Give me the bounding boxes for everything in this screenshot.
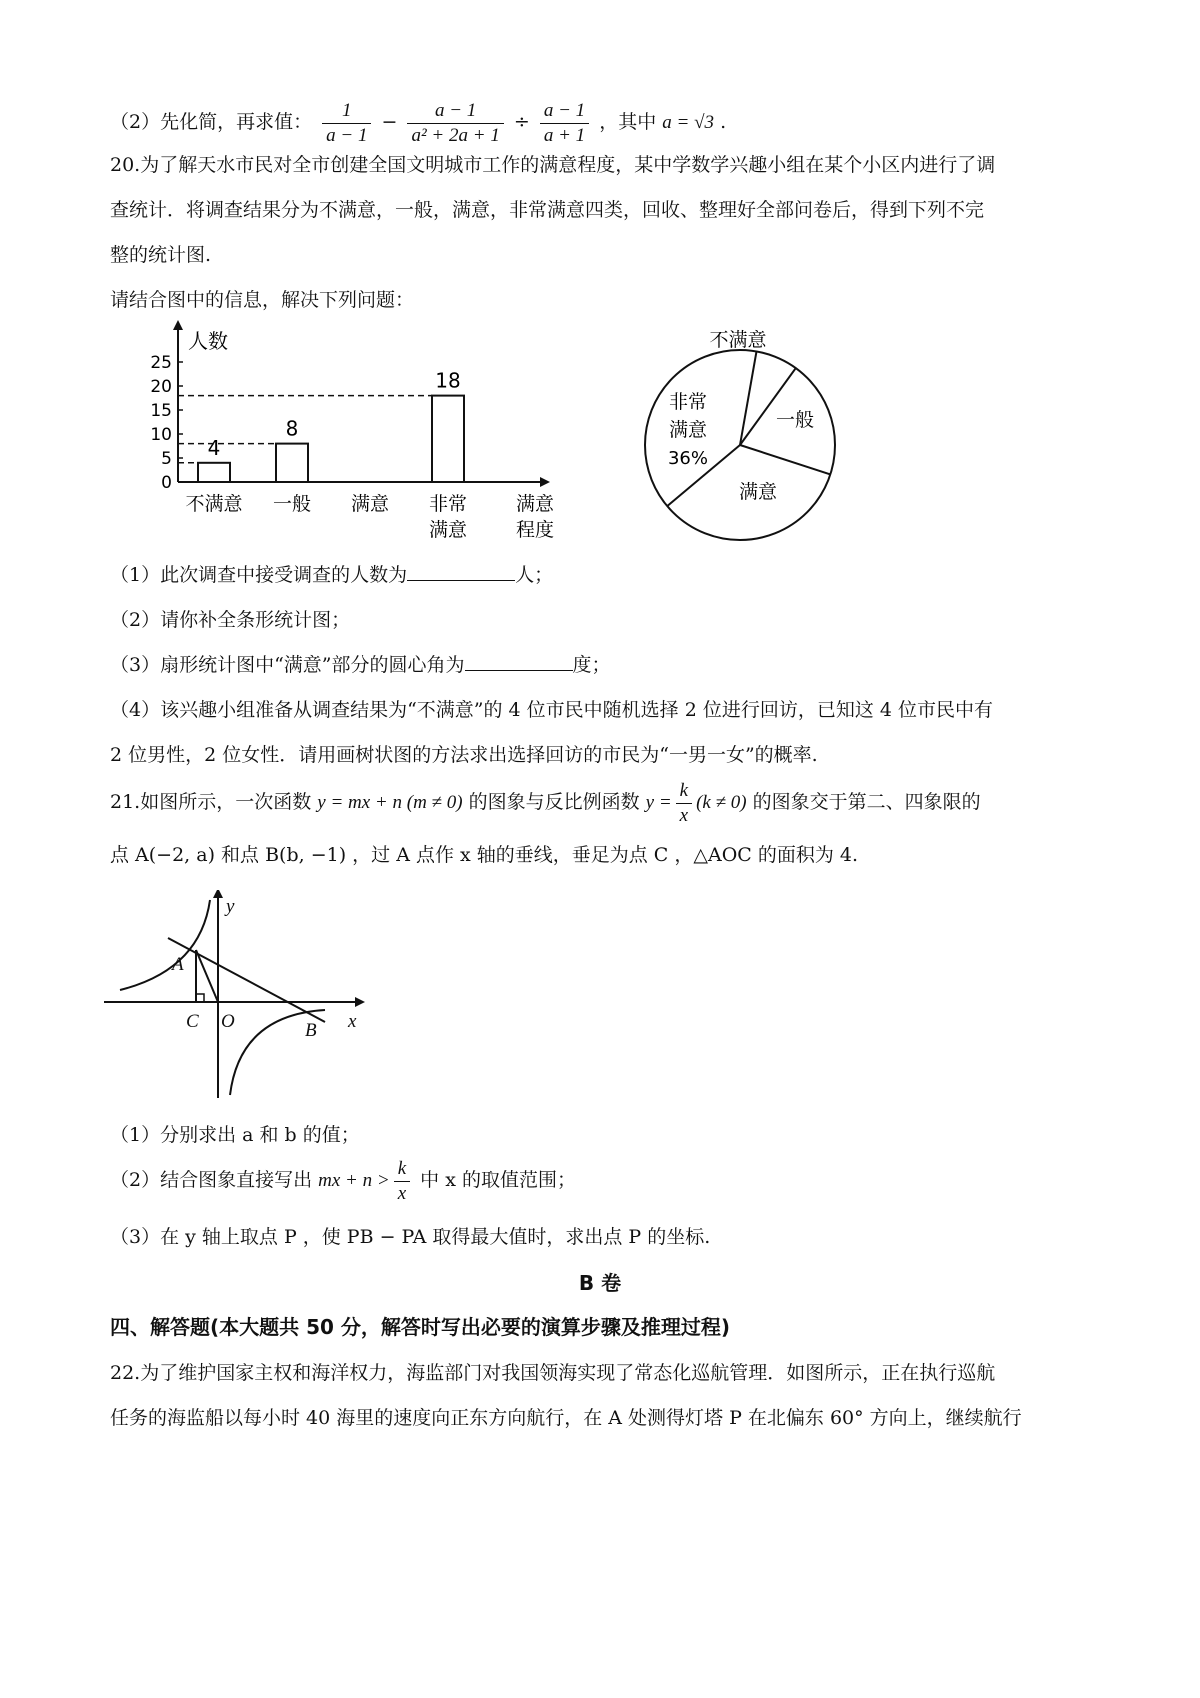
k-over-x-2: $\frac{k}{x}$ [394,1157,410,1206]
x-arrow-icon [355,997,365,1007]
q20-p1: （1）此次调查中接受调查的人数为 人； [110,564,554,586]
answer-blank-1[interactable] [407,562,515,581]
q20-line2: 查统计．将调查结果分为不满意，一般，满意，非常满意四类，回收、整理好全部问卷后，得到下列不完 [110,199,985,221]
bar-chart [130,320,610,560]
section-b-heading: 四、解答题(本大题共 50 分，解答时写出必要的演算步骤及推理过程) [110,1315,731,1339]
label-o: O [221,1011,235,1032]
bar-y-axis-label: 人数 [188,329,228,353]
k-over-x: $\frac{k}{x}$ [676,779,692,828]
bar-x-arrow-icon [540,477,550,487]
q21-p3: （3）在 y 轴上取点 P ，使 PB − PA 取得最大值时，求出点 P 的坐标. [110,1226,711,1248]
bar-data-label: 8 [285,416,299,441]
q22-line2: 任务的海监船以每小时 40 海里的速度向正东方向航行，在 A 处测得灯塔 P 在北偏东 60° 方向上，继续航行 [110,1407,1022,1429]
where-text: ，其中 [599,111,657,133]
q20-line1: 20.为了解天水市民对全市创建全国文明城市工作的满意程度，某中学数学兴趣小组在某个小区内进行了调 [110,154,996,176]
label-x: x [348,1011,357,1032]
minus-sign: − [381,111,398,133]
pie-label-very-satisfied-line1: 非常 [668,391,708,413]
bar-y-tick-label: 10 [150,425,172,445]
pie-label-unsatisfied: 不满意 [709,329,767,351]
divide-sign: ÷ [513,111,530,133]
q22-line1: 22.为了维护国家主权和海洋权力，海监部门对我国领海实现了常态化巡航管理．如图所示，正在执行巡航 [110,1362,996,1384]
section-b-title: B 卷 [578,1271,622,1295]
bar-category-label-line2: 满意 [428,519,468,541]
fraction-3: $\frac{a - 1}{a + 1}$ [540,99,589,148]
label-c: C [186,1011,199,1032]
bar-category-label-line1: 非常 [428,493,468,515]
bar [276,444,308,482]
function-graph [100,890,370,1105]
pie-percent-label: 36% [667,448,709,469]
pie-label-average: 一般 [775,409,815,431]
bar [198,463,230,482]
q20-p4-line2: 2 位男性，2 位女性．请用画树状图的方法求出选择回访的市民为“一男一女”的概率. [110,744,818,766]
bar-data-label: 4 [207,435,221,460]
bar-data-label: 18 [435,368,461,393]
bar-y-tick-label: 0 [161,473,172,493]
q21-line1: 21.如图所示，一次函数 y = mx + n (m ≠ 0) 的图象与反比例函数 y = $\frac{k}{x}$ (k ≠ 0) 的图象交于第二、四象限的 [110,779,981,826]
right-angle-mark [196,994,204,1002]
pie-label-very-satisfied-line2: 满意 [668,419,708,441]
y-arrow-icon [213,890,223,898]
bar-category-label: 满意 [350,493,390,515]
fraction-1: $\frac{1}{a - 1}$ [322,99,371,148]
q19-part2: （2）先化简，再求值： $\frac{1}{a - 1}$ − $\frac{a - 1}{\text{a² + 2a + 1}}$ ÷ $\frac{a - 1}{a + 1}$ ，其中 a = √3 . [110,99,727,146]
label-y: y [226,896,235,917]
q20-p2: （2）请你补全条形统计图； [110,609,351,631]
q20-line3: 整的统计图. [110,244,212,266]
fraction-2: $\frac{a - 1}{\text{a² + 2a + 1}}$ [407,99,503,148]
bar-x-axis-label-line2: 程度 [515,519,555,541]
pie-label-satisfied: 满意 [738,481,778,503]
label-a: A [172,954,184,975]
label-b: B [305,1020,317,1041]
pie-chart [630,320,850,560]
bar-y-arrow-icon [173,320,183,330]
q21-line2: 点 A(−2, a) 和点 B(b, −1) ，过 A 点作 x 轴的垂线，垂足为点 C ，△AOC 的面积为 4. [110,844,859,866]
bar-category-label: 不满意 [185,493,243,515]
q20-line4: 请结合图中的信息，解决下列问题： [110,289,415,311]
bar-y-tick-label: 25 [150,353,172,373]
q20-p3: （3）扇形统计图中“满意”部分的圆心角为 度； [110,654,611,676]
q20-p4-line1: （4）该兴趣小组准备从调查结果为“不满意”的 4 位市民中随机选择 2 位进行回访，已知这 4 位市民中有 [110,699,994,721]
bar-y-tick-label: 5 [161,449,172,469]
linear-function-line [168,938,325,1022]
bar-category-label: 一般 [272,493,312,515]
answer-blank-2[interactable] [465,652,573,671]
bar [432,396,464,482]
q21-p2: （2）结合图象直接写出 mx + n > $\frac{k}{x}$ 中 x 的取值范围； [110,1157,576,1204]
bar-x-axis-label-line1: 满意 [515,493,555,515]
q19-prefix: （2）先化简，再求值： [110,111,313,133]
condition: a = √3 [662,112,715,133]
bar-y-tick-label: 20 [150,377,172,397]
bar-y-tick-label: 15 [150,401,172,421]
q21-p1: （1）分别求出 a 和 b 的值； [110,1124,360,1146]
